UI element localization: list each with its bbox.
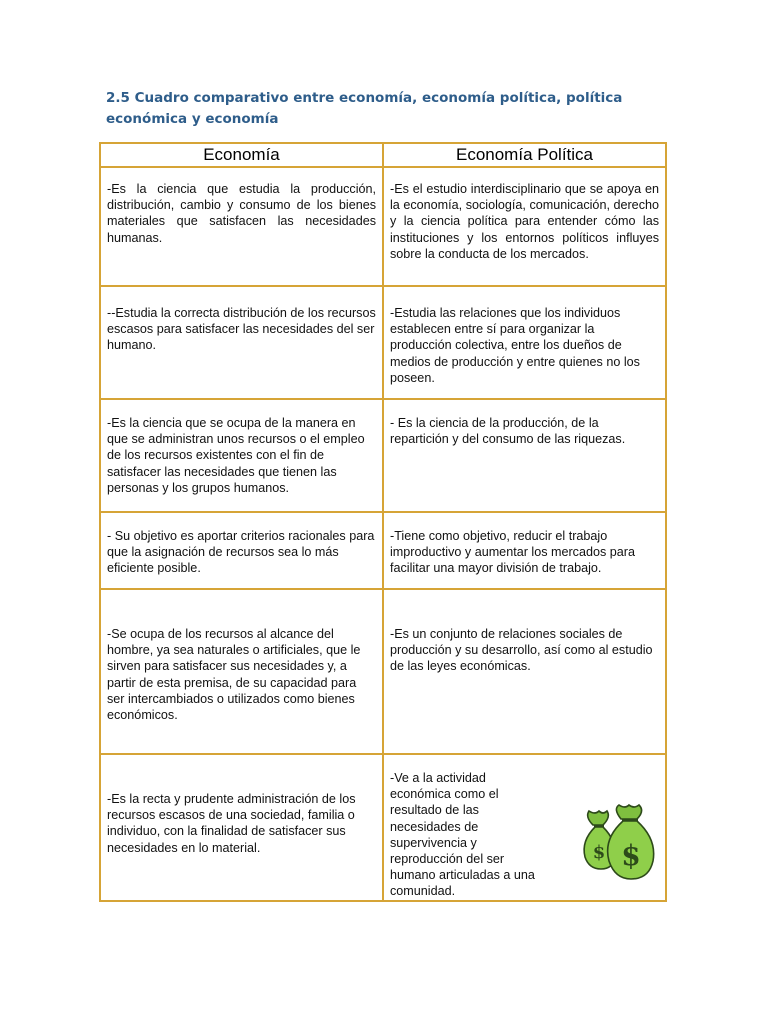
- economia-text: --Estudia la correcta distribución de los recursos escasos para satisfacer las necesidades del ser humano.: [107, 306, 376, 353]
- politica-cell: [383, 512, 666, 589]
- table-row: [100, 167, 666, 286]
- politica-text: - Es la ciencia de la producción, de la repartición y del consumo de las riquezas.: [390, 416, 626, 447]
- economia-cell: [100, 286, 383, 399]
- table-row: [100, 286, 666, 399]
- economia-cell: [100, 167, 383, 286]
- economia-text: - Su objetivo es aportar criterios racionales para que la asignación de recursos sea lo más eficiente posible.: [107, 529, 375, 576]
- politica-cell: [383, 589, 666, 754]
- table-row: [100, 399, 666, 512]
- money-bag-front: [608, 805, 654, 879]
- politica-cell: [383, 399, 666, 512]
- money-bags-icon: [579, 803, 657, 881]
- economia-cell: [100, 399, 383, 512]
- politica-text: -Es el estudio interdisciplinario que se apoya en la economía, sociología, comunicación, derecho y la ciencia política para entender cómo las instituciones y los entornos políticos influyes sobre la conducta de los mercados.: [390, 182, 659, 261]
- economia-cell: [100, 512, 383, 589]
- header-economia-politica: Economía Política: [383, 143, 666, 167]
- page-title: 2.5 Cuadro comparativo entre economía, economía política, política económica y economía: [106, 90, 623, 127]
- dollar-sign: $: [621, 839, 641, 872]
- economia-text: -Es la recta y prudente administración de los recursos escasos de una sociedad, familia o individuo, con la finalidad de satisfacer sus necesidades en lo material.: [107, 792, 356, 855]
- politica-text: -Es un conjunto de relaciones sociales de producción y su desarrollo, así como al estudio de las leyes económicas.: [390, 627, 653, 674]
- dollar-sign: $: [592, 842, 606, 863]
- economia-text: -Se ocupa de los recursos al alcance del hombre, ya sea naturales o artificiales, que le sirven para satisfacer sus necesidades y, a partir de esta premisa, de su capacidad para ser intercambiados o utilizados como bienes económicos.: [107, 627, 361, 723]
- table-row: [100, 589, 666, 754]
- politica-text: -Tiene como objetivo, reducir el trabajo improductivo y aumentar los mercados para facilitar una mayor división de trabajo.: [390, 529, 635, 576]
- politica-text: -Ve a la actividad económica como el resultado de las necesidades de supervivencia y reproducción del ser humano articuladas a una comunidad.: [390, 771, 535, 899]
- economia-cell: [100, 589, 383, 754]
- politica-cell: [383, 167, 666, 286]
- politica-text: -Estudia las relaciones que los individuos establecen entre sí para organizar la producción colectiva, entre los dueños de medios de producción y entre quienes no los poseen.: [390, 306, 640, 385]
- economia-cell: [100, 754, 383, 901]
- economia-text: -Es la ciencia que se ocupa de la manera en que se administran unos recursos o el empleo de los recursos existentes con el fin de satisfacer las necesidades que tienen las personas y los grupos humanos.: [107, 416, 365, 495]
- table-row: [100, 512, 666, 589]
- politica-cell: [383, 286, 666, 399]
- table-row: [100, 754, 666, 901]
- header-economia: Economía: [100, 143, 383, 167]
- politica-cell: [383, 754, 666, 901]
- comparison-table: [99, 142, 667, 902]
- economia-text: -Es la ciencia que estudia la producción, distribución, cambio y consumo de los bienes materiales que satisfacen las necesidades humanas.: [107, 182, 376, 245]
- table-header-row: [100, 143, 666, 167]
